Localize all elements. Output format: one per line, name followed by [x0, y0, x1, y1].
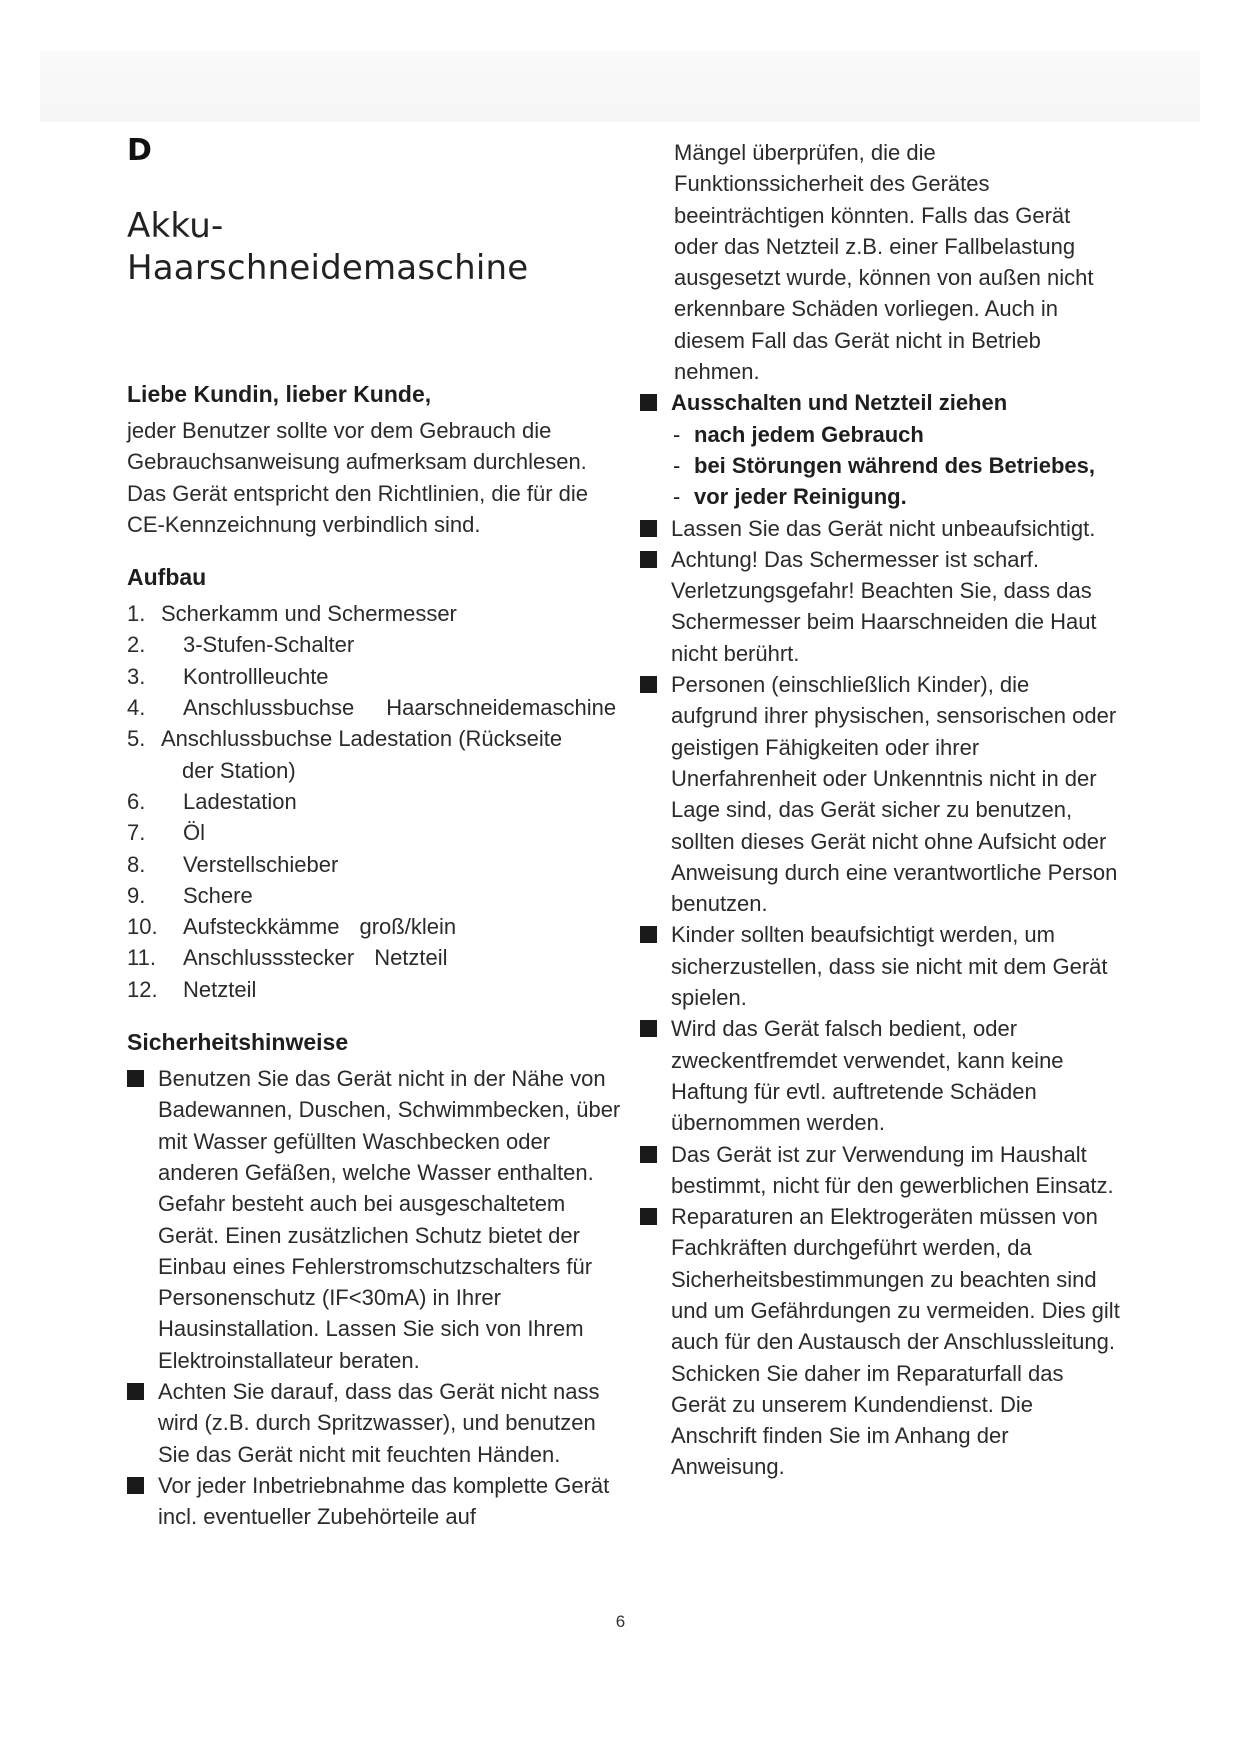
list-item: 10. Aufsteckkämme groß/klein [127, 914, 457, 940]
list-item: 4. Anschlussbuchse Haarschneidemaschine [127, 695, 617, 721]
square-bullet-icon [640, 520, 657, 537]
square-bullet-icon [127, 1477, 144, 1494]
square-bullet-icon [640, 1020, 657, 1037]
square-bullet-icon [640, 551, 657, 568]
title-line-1: Akku- [127, 206, 224, 246]
title-line-2: Haarschneidemaschine [127, 248, 529, 288]
aufbau-heading: Aufbau [127, 564, 207, 591]
list-item: Reparaturen an Elektrogeräten müssen von Fachkräften durchgeführt werden, da Sicherheitsbestimmungen zu beachten sind und um Gefährdungen zu vermeiden. Dies gilt auch für den Austausch der Anschlussleitung. Schicken Sie daher im Reparaturfall das Gerät zu unserem Kundendienst. Die Anschrift finden Sie im Anhang der Anweisung. [640, 1201, 1120, 1483]
list-item: - nach jedem Gebrauch [673, 421, 924, 447]
intro-text: jeder Benutzer sollte vor dem Gebrauch die Gebrauchsanweisung aufmerksam durchlesen. Das Gerät entspricht den Richtlinien, die für die CE-Kennzeichnung verbindlich sind. [127, 418, 589, 537]
list-item: 12. Netzteil [127, 976, 257, 1002]
list-item: 3. Kontrollleuchte [127, 663, 329, 689]
list-item: 8. Verstellschieber [127, 851, 339, 877]
square-bullet-icon [640, 1146, 657, 1163]
parts-list [127, 598, 627, 1005]
page-number: 6 [615, 1612, 626, 1631]
square-bullet-icon [640, 676, 657, 693]
list-item: Ausschalten und Netzteil ziehen [640, 387, 1120, 418]
language-marker: D [127, 133, 152, 168]
list-item: 2. 3-Stufen-Schalter [127, 632, 355, 658]
list-item: Achtung! Das Schermesser ist scharf. Verletzungsgefahr! Beachten Sie, dass das Schermesser beim Haarschneiden die Haut nicht berührt. [640, 544, 1120, 669]
list-item: Wird das Gerät falsch bedient, oder zweckentfremdet verwendet, kann keine Haftung für evtl. auftretende Schäden übernommen werden. [640, 1013, 1120, 1138]
safety-list-left [127, 1063, 627, 1532]
list-item: 11. Anschlussstecker Netzteil [127, 945, 448, 971]
list-item: 9. Schere [127, 882, 253, 908]
switch-off-sublist [640, 419, 1120, 513]
right-column [640, 137, 1120, 1483]
square-bullet-icon [640, 1208, 657, 1225]
list-item: Das Gerät ist zur Verwendung im Haushalt bestimmt, nicht für den gewerblichen Einsatz. [640, 1139, 1120, 1202]
list-item: Benutzen Sie das Gerät nicht in der Nähe von Badewannen, Duschen, Schwimmbecken, über mit Wasser gefüllten Waschbecken oder anderen Gefäßen, welche Wasser enthalten. Gefahr besteht auch bei ausgeschaltetem Gerät. Einen zusätzlichen Schutz bietet der Einbau eines Fehlerstromschutzschalters für Personenschutz (IF<30mA) in Ihrer Hausinstallation. Lassen Sie sich von Ihrem Elektroinstallateur beraten. [127, 1063, 627, 1376]
list-item: 1. Scherkamm und Schermesser [127, 601, 457, 627]
safety-continuation: Mängel überprüfen, die die Funktionssicherheit des Gerätes beeinträchtigen könnten. Falls das Gerät oder das Netzteil z.B. einer Fallbelastung ausgesetzt wurde, können von außen nicht erkennbare Schäden vorliegen. Auch in diesem Fall das Gerät nicht in Betrieb nehmen. [674, 140, 1094, 385]
list-item: - bei Störungen während des Betriebes, [673, 452, 1095, 478]
list-item: 6. Ladestation [127, 788, 297, 814]
safety-list-right [640, 513, 1120, 1483]
square-bullet-icon [640, 394, 657, 411]
list-item: Achten Sie darauf, dass das Gerät nicht nass wird (z.B. durch Spritzwasser), und benutzen Sie das Gerät nicht mit feuchten Händen. [127, 1376, 627, 1470]
list-item: Personen (einschließlich Kinder), die aufgrund ihrer physischen, sensorischen oder geistigen Fähigkeiten oder ihrer Unerfahrenheit oder Unkenntnis nicht in der Lage sind, das Gerät sicher zu benutzen, sollten dieses Gerät nicht ohne Aufsicht oder Anweisung durch eine verantwortliche Person benutzen. [640, 669, 1120, 919]
list-item: 5. Anschlussbuchse Ladestation (Rückseite der Station) [127, 726, 563, 783]
square-bullet-icon [127, 1383, 144, 1400]
left-column [127, 135, 627, 1533]
scan-shading [40, 50, 1200, 122]
switch-off-list [640, 387, 1120, 418]
list-item: 7. Öl [127, 820, 205, 846]
safety-heading: Sicherheitshinweise [127, 1029, 349, 1056]
list-item: Vor jeder Inbetriebnahme das komplette Gerät incl. eventueller Zubehörteile auf [127, 1470, 627, 1533]
list-item: - vor jeder Reinigung. [673, 484, 907, 510]
square-bullet-icon [640, 926, 657, 943]
greeting-heading: Liebe Kundin, lieber Kunde, [127, 381, 432, 407]
list-item: Lassen Sie das Gerät nicht unbeaufsichtigt. [640, 513, 1120, 544]
square-bullet-icon [127, 1070, 144, 1087]
list-item: Kinder sollten beaufsichtigt werden, um sicherzustellen, dass sie nicht mit dem Gerät spielen. [640, 919, 1120, 1013]
page-title [127, 205, 627, 289]
